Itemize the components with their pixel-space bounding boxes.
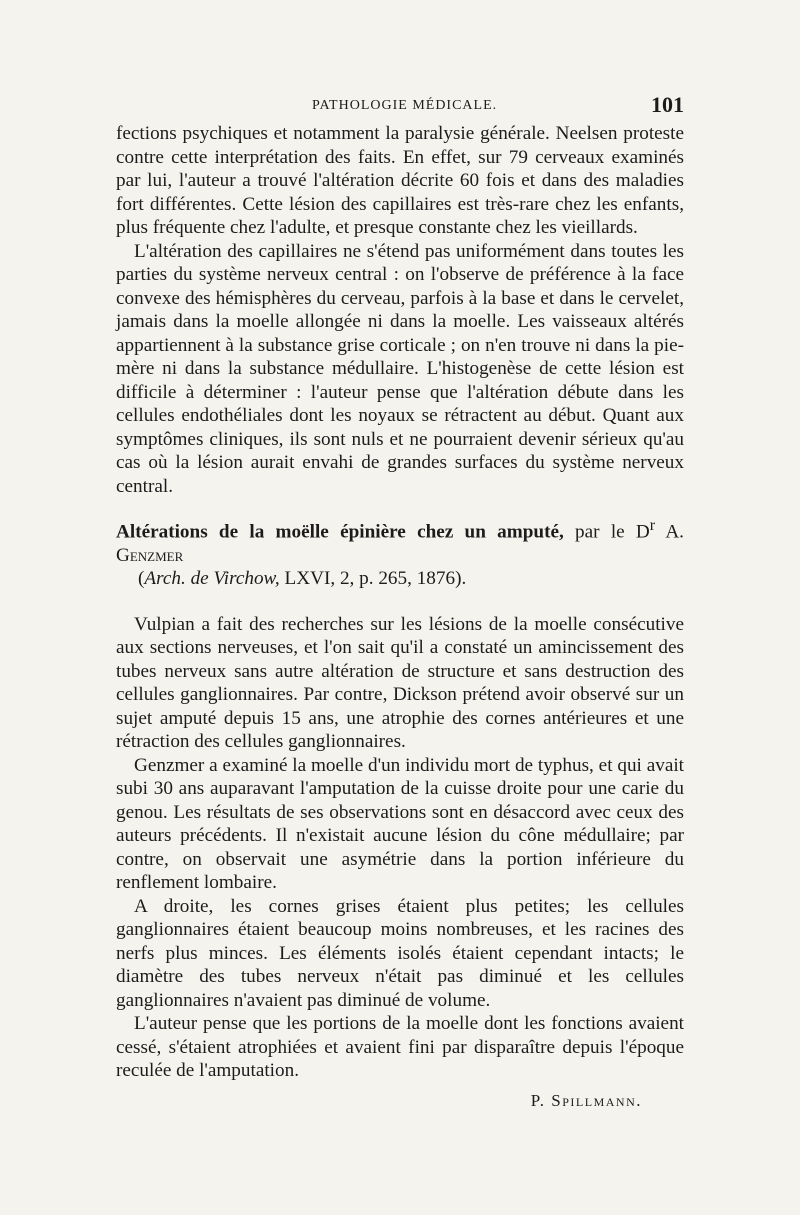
page-number: 101 — [651, 92, 684, 117]
paragraph-6: L'auteur pense que les portions de la moelle dont les fonctions avaient cessé, s'étaient atrophiées et avaient fini par disparaître depuis l'époque reculée de l'amputation. — [116, 1013, 684, 1082]
spacer — [116, 591, 684, 613]
reference-open-paren: ( — [138, 568, 145, 590]
section-title-bold: Altérations de la moëlle épinière chez un amputé, — [116, 521, 564, 543]
section-title-by: par le D — [563, 521, 650, 543]
paragraph-1: fections psychiques et notamment la paralysie générale. Neelsen proteste contre cette interprétation des faits. En effet, sur 79 cerveaux examinés par lui, l'auteur a trouvé l'altération décrite 60 fois et dans des maladies fort différentes. Cette lésion des capillaires est très-rare chez les enfants, plus fréquente chez l'adulte, et presque constante chez les vieillards. — [116, 123, 684, 238]
author-signature: P. Spillmann. — [530, 1090, 642, 1110]
running-title: PATHOLOGIE MÉDICALE. — [312, 98, 498, 113]
section-title-sup: r — [649, 517, 656, 534]
section-title — [116, 514, 684, 567]
page — [116, 92, 684, 1112]
section-author: A. Genzmer — [116, 521, 684, 566]
running-header — [116, 92, 684, 122]
paragraph-4: Genzmer a examiné la moelle d'un individu mort de typhus, et qui avait subi 30 ans auparavant l'amputation de la cuisse droite pour une carie du genou. Les résultats de ses observations sont en désaccord avec ceux des auteurs précédents. Il n'existait aucune lésion du cône médullaire; par contre, on observait une asymétrie dans la portion inférieure du renflement lombaire. — [116, 754, 684, 894]
paragraph-5: A droite, les cornes grises étaient plus petites; les cellules ganglionnaires étaient beaucoup moins nombreuses, et les racines des nerfs plus minces. Les éléments isolés étaient cependant intacts; le diamètre des tubes nerveux n'était pas diminué et les cellules ganglionnaires n'avaient pas diminué de volume. — [116, 895, 684, 1011]
article-body — [116, 122, 684, 1112]
paragraph-2: L'altération des capillaires ne s'étend pas uniformément dans toutes les parties du système nerveux central : on l'observe de préférence à la face convexe des hémisphères du cerveau, parfois à la base et dans le cervelet, jamais dans la moelle allongée ni dans la moelle. Les vaisseaux altérés appartiennent à la substance grise corticale ; on n'en trouve ni dans la pie-mère ni dans la substance médullaire. L'histogenèse de cette lésion est difficile à déterminer : l'auteur pense que l'altération débute dans les cellules endothéliales dont les noyaux se rétractent au début. Quant aux symptômes cliniques, ils sont nuls et ne pourraient devenir sérieux qu'au cas où la lésion aurait envahi de grandes surfaces du système nerveux central. — [116, 240, 684, 497]
paragraph-3: Vulpian a fait des recherches sur les lésions de la moelle consécutive aux sections nerveuses, et l'on sait qu'il a constaté un amincissement des tubes nerveux sans autre altération de structure et sans destruction des cellules ganglionnaires. Par contre, Dickson prétend avoir observé sur un sujet amputé depuis 15 ans, une atrophie des cornes antérieures et une rétraction des cellules ganglionnaires. — [116, 613, 684, 753]
reference-details: LXVI, 2, p. 265, 1876). — [279, 568, 467, 590]
section-reference — [116, 567, 684, 591]
reference-journal: Arch. de Virchow, — [144, 568, 280, 590]
